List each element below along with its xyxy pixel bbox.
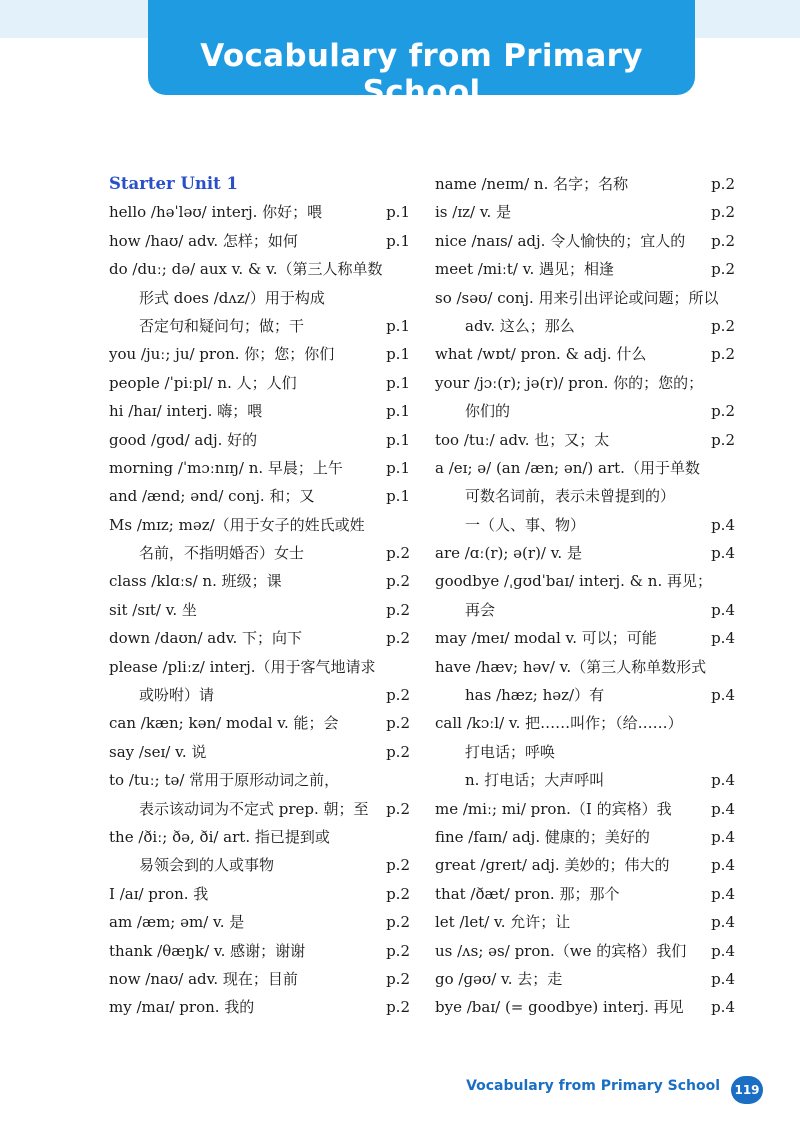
footer-label: Vocabulary from Primary School [466, 1078, 720, 1094]
entry-page-ref: p.1 [386, 402, 410, 421]
vocab-entry [435, 482, 735, 510]
entry-page-ref: p.1 [386, 203, 410, 222]
entry-page-ref: p.2 [386, 799, 410, 818]
vocab-entry [109, 653, 410, 681]
entry-text: now /naʊ/ adv. 现在；目前 [109, 969, 298, 988]
entry-page-ref: p.1 [386, 316, 410, 335]
vocab-entry [109, 198, 410, 226]
entry-page-ref: p.1 [386, 430, 410, 449]
vocab-entry [435, 397, 735, 425]
entry-page-ref: p.2 [711, 430, 735, 449]
vocab-entry [109, 369, 410, 397]
entry-page-ref: p.2 [386, 629, 410, 648]
entry-text: is /ɪz/ v. 是 [435, 203, 512, 222]
entry-page-ref: p.2 [711, 260, 735, 279]
vocab-entry [435, 851, 735, 879]
entry-page-ref: p.2 [386, 998, 410, 1017]
entry-page-ref: p.4 [711, 827, 735, 846]
entry-text: so /səʊ/ conj. 用来引出评论或问题；所以 [435, 288, 719, 307]
vocab-entry [109, 426, 410, 454]
vocab-column-left [109, 170, 410, 1022]
page-number-badge: 119 [731, 1076, 763, 1104]
entry-text: fine /faɪn/ adj. 健康的；美好的 [435, 827, 650, 846]
entry-text: I /aɪ/ pron. 我 [109, 884, 209, 903]
entry-text: 可数名词前，表示未曾提到的） [465, 487, 676, 506]
entry-text: hi /haɪ/ interj. 嗨；喂 [109, 402, 263, 421]
vocab-entry [109, 766, 410, 794]
entry-text: 否定句和疑问句；做；干 [139, 316, 305, 335]
entry-text: great /ɡreɪt/ adj. 美妙的；伟大的 [435, 856, 670, 875]
unit-heading [109, 170, 410, 198]
entry-page-ref: p.4 [711, 544, 735, 563]
entry-text: and /ænd; ənd/ conj. 和；又 [109, 487, 315, 506]
entry-page-ref: p.2 [386, 884, 410, 903]
entry-page-ref: p.1 [386, 487, 410, 506]
entry-text: how /haʊ/ adv. 怎样；如何 [109, 231, 298, 250]
vocab-entry [109, 227, 410, 255]
entry-text: 一（人、事、物） [465, 515, 586, 534]
vocab-entry [435, 993, 735, 1021]
entry-page-ref: p.4 [711, 998, 735, 1017]
vocab-entry [435, 312, 735, 340]
vocab-entry [109, 681, 410, 709]
vocab-entry [109, 567, 410, 595]
vocab-entry [109, 993, 410, 1021]
vocab-entry [109, 738, 410, 766]
entry-text: you /juː; ju/ pron. 你；您；你们 [109, 345, 335, 364]
entry-page-ref: p.1 [386, 458, 410, 477]
page-title: Vocabulary from Primary School [200, 38, 643, 110]
vocab-entry [435, 823, 735, 851]
entry-text: class /klɑːs/ n. 班级；课 [109, 572, 282, 591]
entry-text: bye /baɪ/ (= goodbye) interj. 再见 [435, 998, 684, 1017]
entry-text: 你们的 [465, 402, 511, 421]
vocab-entry [435, 596, 735, 624]
entry-text: Ms /mɪz; məz/（用于女子的姓氏或姓 [109, 515, 365, 534]
entry-page-ref: p.4 [711, 799, 735, 818]
entry-page-ref: p.4 [711, 884, 735, 903]
vocab-entry [109, 397, 410, 425]
vocab-entry [435, 198, 735, 226]
vocab-entry [109, 312, 410, 340]
entry-text: 表示该动词为不定式 prep. 朝；至 [139, 799, 369, 818]
vocab-entry [435, 426, 735, 454]
entry-page-ref: p.4 [711, 686, 735, 705]
vocab-entry [109, 482, 410, 510]
entry-text: name /neɪm/ n. 名字；名称 [435, 175, 629, 193]
vocab-entry [435, 738, 735, 766]
entry-page-ref: p.2 [711, 203, 735, 222]
entry-text: let /let/ v. 允许；让 [435, 913, 571, 932]
entry-text: n. 打电话；大声呼叫 [465, 771, 605, 790]
entry-text: hello /həˈləʊ/ interj. 你好；喂 [109, 203, 323, 222]
vocab-entry [109, 795, 410, 823]
title-banner [148, 0, 695, 110]
vocab-entry [109, 851, 410, 879]
vocab-entry [435, 908, 735, 936]
entry-text: are /ɑː(r); ə(r)/ v. 是 [435, 544, 582, 563]
entry-text: 再会 [465, 600, 496, 619]
entry-page-ref: p.4 [711, 913, 735, 932]
entry-text: a /eɪ; ə/ (an /æn; ən/) art.（用于单数 [435, 458, 700, 477]
entry-page-ref: p.4 [711, 600, 735, 619]
entry-text: 或吩咐）请 [139, 686, 215, 705]
entry-page-ref: p.2 [386, 572, 410, 591]
entry-page-ref: p.2 [386, 544, 410, 563]
entry-page-ref: p.4 [711, 629, 735, 648]
entry-text: has /hæz; həz/）有 [465, 686, 605, 705]
entry-text: my /maɪ/ pron. 我的 [109, 998, 255, 1017]
vocab-entry [435, 567, 735, 595]
entry-text: your /jɔː(r); jə(r)/ pron. 你的；您的； [435, 373, 704, 392]
entry-text: please /pliːz/ interj.（用于客气地请求 [109, 657, 376, 676]
vocab-entry [435, 653, 735, 681]
entry-text: have /hæv; həv/ v.（第三人称单数形式 [435, 657, 707, 676]
entry-text: goodbye /ˌɡʊdˈbaɪ/ interj. & n. 再见； [435, 572, 712, 591]
vocab-entry [435, 369, 735, 397]
entry-text: thank /θæŋk/ v. 感谢；谢谢 [109, 941, 306, 960]
entry-text: say /seɪ/ v. 说 [109, 742, 207, 761]
entry-text: me /miː; mi/ pron.（I 的宾格）我 [435, 799, 672, 818]
entry-text: 名前，不指明婚否）女士 [139, 544, 305, 563]
entry-page-ref: p.2 [711, 345, 735, 364]
vocab-entry [109, 511, 410, 539]
entry-text: to /tuː; tə/ 常用于原形动词之前， [109, 771, 340, 790]
entry-page-ref: p.1 [386, 373, 410, 392]
vocab-entry [435, 880, 735, 908]
entry-page-ref: p.2 [386, 686, 410, 705]
entry-text: too /tuː/ adv. 也；又；太 [435, 430, 610, 449]
vocab-entry [435, 681, 735, 709]
entry-text: sit /sɪt/ v. 坐 [109, 600, 197, 619]
entry-text: nice /naɪs/ adj. 令人愉快的；宜人的 [435, 231, 686, 250]
vocab-entry [435, 511, 735, 539]
unit-heading-text: Starter Unit 1 [109, 174, 238, 193]
entry-text: that /ðæt/ pron. 那；那个 [435, 884, 620, 903]
entry-text: morning /ˈmɔːnɪŋ/ n. 早晨；上午 [109, 458, 343, 477]
entry-page-ref: p.4 [711, 969, 735, 988]
entry-text: people /ˈpiːpl/ n. 人；人们 [109, 373, 297, 392]
vocab-entry [435, 937, 735, 965]
entry-page-ref: p.4 [711, 515, 735, 534]
entry-page-ref: p.4 [711, 771, 735, 790]
entry-text: may /meɪ/ modal v. 可以；可能 [435, 629, 657, 648]
entry-page-ref: p.2 [386, 913, 410, 932]
vocab-entry [109, 255, 410, 283]
entry-text: down /daʊn/ adv. 下；向下 [109, 629, 303, 648]
entry-page-ref: p.2 [711, 402, 735, 421]
entry-page-ref: p.2 [386, 742, 410, 761]
vocab-entry [109, 880, 410, 908]
entry-text: 形式 does /dʌz/）用于构成 [139, 288, 325, 307]
entry-page-ref: p.1 [386, 231, 410, 250]
vocab-entry [109, 596, 410, 624]
vocab-entry [109, 937, 410, 965]
vocab-entry [435, 709, 735, 737]
vocab-entry [435, 624, 735, 652]
entry-text: us /ʌs; əs/ pron.（we 的宾格）我们 [435, 941, 687, 960]
entry-text: can /kæn; kən/ modal v. 能；会 [109, 714, 339, 733]
vocab-entry [435, 255, 735, 283]
vocab-entry [435, 454, 735, 482]
vocab-entry [109, 454, 410, 482]
vocab-entry [109, 965, 410, 993]
vocab-entry [435, 170, 735, 198]
vocab-entry [109, 624, 410, 652]
entry-text: do /duː; də/ aux v. & v.（第三人称单数 [109, 260, 383, 279]
entry-text: 打电话；呼唤 [465, 742, 556, 761]
vocab-entry [435, 284, 735, 312]
vocab-entry [435, 340, 735, 368]
vocab-entry [435, 795, 735, 823]
entry-page-ref: p.4 [711, 856, 735, 875]
entry-page-ref: p.2 [386, 714, 410, 733]
entry-page-ref: p.2 [386, 969, 410, 988]
vocab-entry [435, 965, 735, 993]
vocab-entry [109, 908, 410, 936]
entry-page-ref: p.2 [711, 175, 735, 193]
entry-page-ref: p.2 [386, 856, 410, 875]
entry-text: the /ðiː; ðə, ði/ art. 指已提到或 [109, 827, 330, 846]
vocab-column-right [435, 170, 735, 1022]
entry-page-ref: p.2 [711, 316, 735, 335]
entry-page-ref: p.4 [711, 941, 735, 960]
entry-page-ref: p.2 [386, 941, 410, 960]
vocab-entry [435, 227, 735, 255]
entry-text: good /ɡʊd/ adj. 好的 [109, 430, 258, 449]
vocab-entry [109, 823, 410, 851]
entry-text: what /wɒt/ pron. & adj. 什么 [435, 345, 647, 364]
entry-text: meet /miːt/ v. 遇见；相逢 [435, 260, 614, 279]
vocab-entry [435, 539, 735, 567]
vocab-entry [109, 539, 410, 567]
vocab-entry [435, 766, 735, 794]
entry-page-ref: p.2 [386, 600, 410, 619]
entry-page-ref: p.2 [711, 231, 735, 250]
vocab-entry [109, 709, 410, 737]
entry-text: call /kɔːl/ v. 把……叫作；（给……） [435, 714, 683, 733]
entry-text: 易领会到的人或事物 [139, 856, 275, 875]
vocab-entry [109, 340, 410, 368]
entry-page-ref: p.1 [386, 345, 410, 364]
entry-text: adv. 这么；那么 [465, 316, 575, 335]
vocab-entry [109, 284, 410, 312]
entry-text: am /æm; əm/ v. 是 [109, 913, 245, 932]
entry-text: go /ɡəʊ/ v. 去；走 [435, 969, 563, 988]
